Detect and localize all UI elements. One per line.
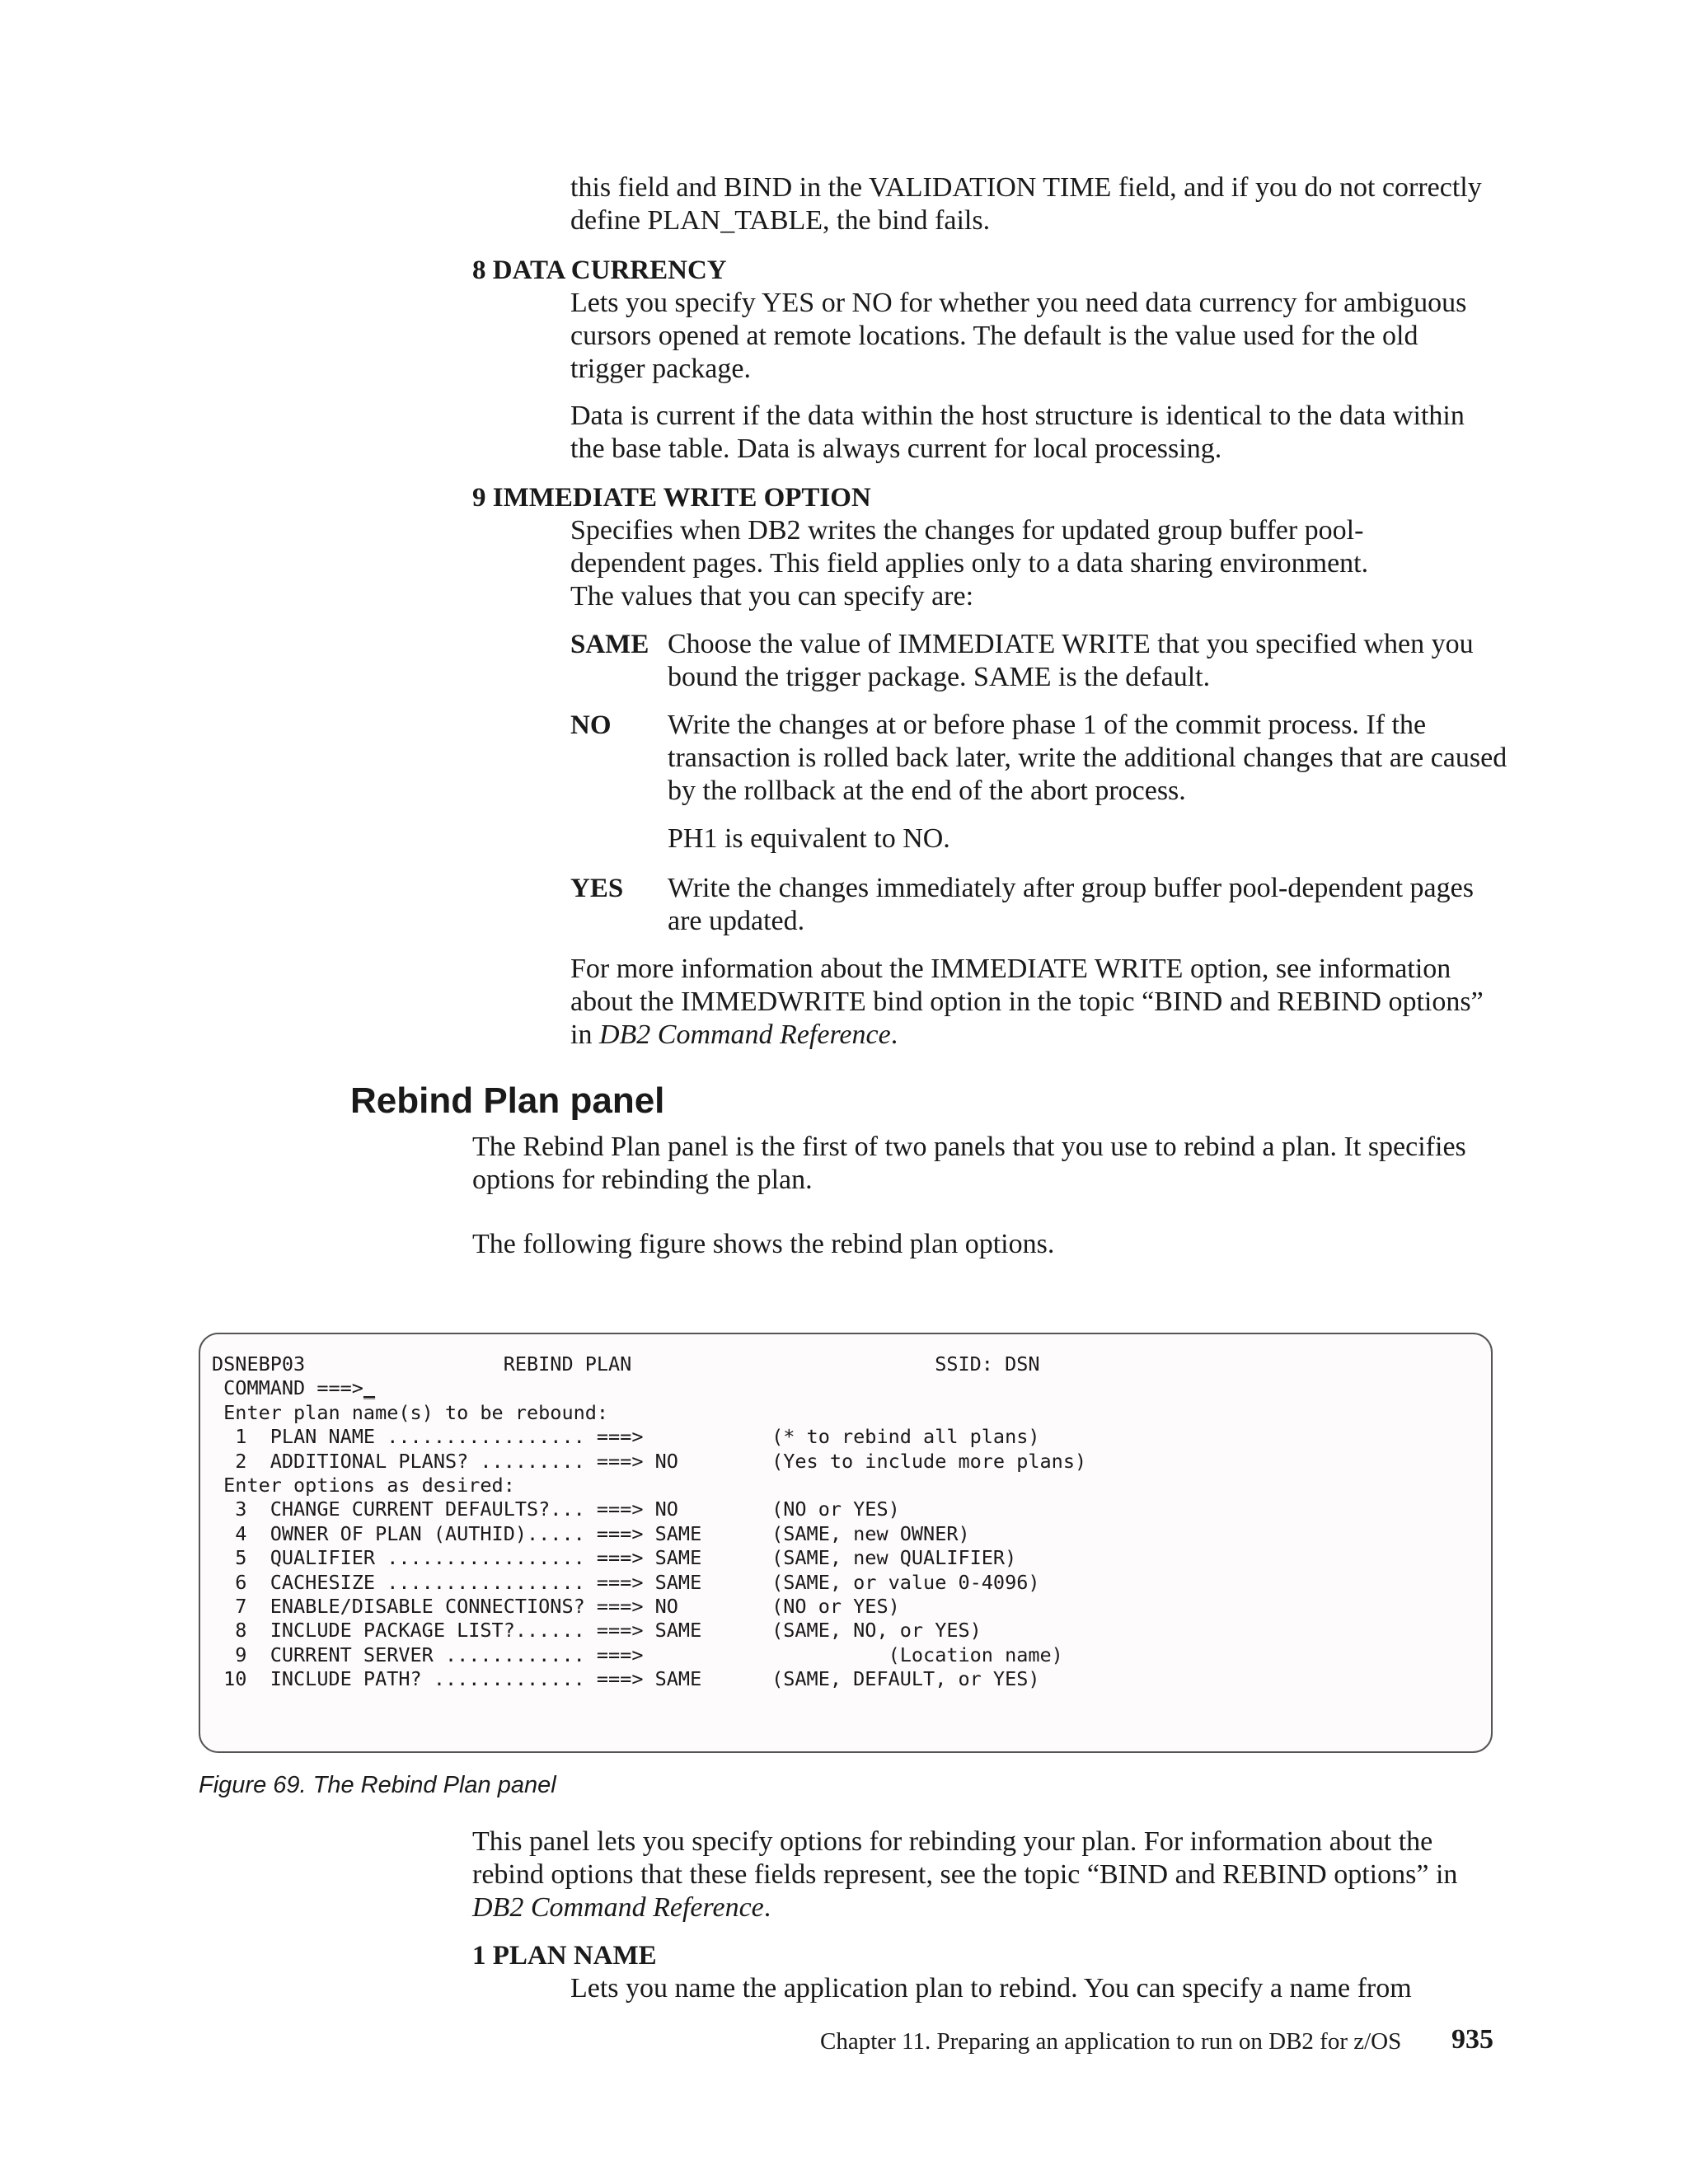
panel-field-enable-disable-connections[interactable]: 7 ENABLE/DISABLE CONNECTIONS? ===> NO (NO or YES) bbox=[212, 1595, 900, 1619]
panel-field-qualifier[interactable]: 5 QUALIFIER ................. ===> SAME (SAME, new QUALIFIER) bbox=[212, 1546, 1017, 1570]
command-cursor: _ bbox=[363, 1376, 376, 1400]
item-8-description: Lets you specify YES or NO for whether you need data currency for ambiguous cursors opened at remote locations. The default is the value used for the old trigger package. bbox=[570, 288, 1467, 384]
option-yes-term: YES bbox=[570, 874, 624, 903]
panel-field-additional-plans[interactable]: 2 ADDITIONAL PLANS? ......... ===> NO (Yes to include more plans) bbox=[212, 1449, 1087, 1473]
panel-line-options: Enter options as desired: bbox=[212, 1474, 515, 1497]
citation-db2-command-reference: DB2 Command Reference bbox=[598, 1019, 891, 1050]
section-figure-lead: The following figure shows the rebind plan options. bbox=[472, 1229, 1055, 1259]
immediate-write-more-info: For more information about the IMMEDIATE WRITE option, see information about the IMMEDWRITE bind option in the topic “BIND and REBIND options” in DB2 Command Reference. bbox=[570, 954, 1484, 1050]
section-heading: Rebind Plan panel bbox=[350, 1080, 665, 1121]
item-8-note: Data is current if the data within the host structure is identical to the data within the base table. Data is always current for local processing. bbox=[570, 401, 1465, 464]
panel-field-current-server[interactable]: 9 CURRENT SERVER ............ ===> (Location name) bbox=[212, 1643, 1063, 1666]
panel-field-change-current-defaults[interactable]: 3 CHANGE CURRENT DEFAULTS?... ===> NO (NO or YES) bbox=[212, 1497, 900, 1521]
intro-paragraph: this field and BIND in the VALIDATION TIME field, and if you do not correctly define PLAN_TABLE, the bind fails. bbox=[570, 172, 1482, 236]
option-yes-description: Write the changes immediately after group buffer pool-dependent pages are updated. bbox=[668, 873, 1474, 936]
rebind-plan-panel bbox=[199, 1333, 1493, 1753]
panel-field-include-path[interactable]: 10 INCLUDE PATH? ............. ===> SAME (SAME, DEFAULT, or YES) bbox=[212, 1667, 1040, 1691]
item-1-term: 1 PLAN NAME bbox=[472, 1941, 657, 1971]
figure-caption: Figure 69. The Rebind Plan panel bbox=[199, 1772, 556, 1798]
option-same-description: Choose the value of IMMEDIATE WRITE that you specified when you bound the trigger package. SAME is the default. bbox=[668, 629, 1474, 692]
item-8-term: 8 DATA CURRENCY bbox=[472, 255, 727, 285]
option-no-description: Write the changes at or before phase 1 of the commit process. If the transaction is rolled back later, write the additional changes that are caused by the rollback at the end of the abort process. bbox=[668, 710, 1507, 806]
panel-field-include-package-list[interactable]: 8 INCLUDE PACKAGE LIST?...... ===> SAME (SAME, NO, or YES) bbox=[212, 1619, 982, 1643]
page-number: 935 bbox=[1451, 2024, 1493, 2055]
command-line[interactable]: COMMAND ===>_ bbox=[212, 1376, 376, 1400]
citation-db2-command-reference-2: DB2 Command Reference bbox=[472, 1892, 764, 1923]
item-9-term: 9 IMMEDIATE WRITE OPTION bbox=[472, 483, 871, 513]
option-same-term: SAME bbox=[570, 630, 649, 659]
panel-field-owner-of-plan[interactable]: 4 OWNER OF PLAN (AUTHID)..... ===> SAME (SAME, new OWNER) bbox=[212, 1521, 970, 1545]
option-no-term: NO bbox=[570, 710, 612, 740]
panel-field-plan-name[interactable]: 1 PLAN NAME ................. ===> (* to rebind all plans) bbox=[212, 1425, 1040, 1449]
section-intro: The Rebind Plan panel is the first of two panels that you use to rebind a plan. It specifies options for rebinding the plan. bbox=[472, 1132, 1466, 1195]
item-1-description: Lets you name the application plan to rebind. You can specify a name from bbox=[570, 1973, 1412, 2004]
panel-header: DSNEBP03 REBIND PLAN SSID: DSN bbox=[212, 1352, 1040, 1376]
item-9-description: Specifies when DB2 writes the changes for updated group buffer pool-dependent pages. This field applies only to a data sharing environment. The values that you can specify are: bbox=[570, 515, 1369, 612]
panel-description: This panel lets you specify options for rebinding your plan. For information about the rebind options that these fields represent, see the topic “BIND and REBIND options” in DB2 Command Reference. bbox=[472, 1826, 1458, 1923]
option-no-extra: PH1 is equivalent to NO. bbox=[668, 823, 950, 854]
panel-line-plan-names: Enter plan name(s) to be rebound: bbox=[212, 1400, 609, 1424]
panel-field-cachesize[interactable]: 6 CACHESIZE ................. ===> SAME (SAME, or value 0-4096) bbox=[212, 1570, 1040, 1594]
footer-chapter: Chapter 11. Preparing an application to run on DB2 for z/OS bbox=[820, 2028, 1402, 2055]
